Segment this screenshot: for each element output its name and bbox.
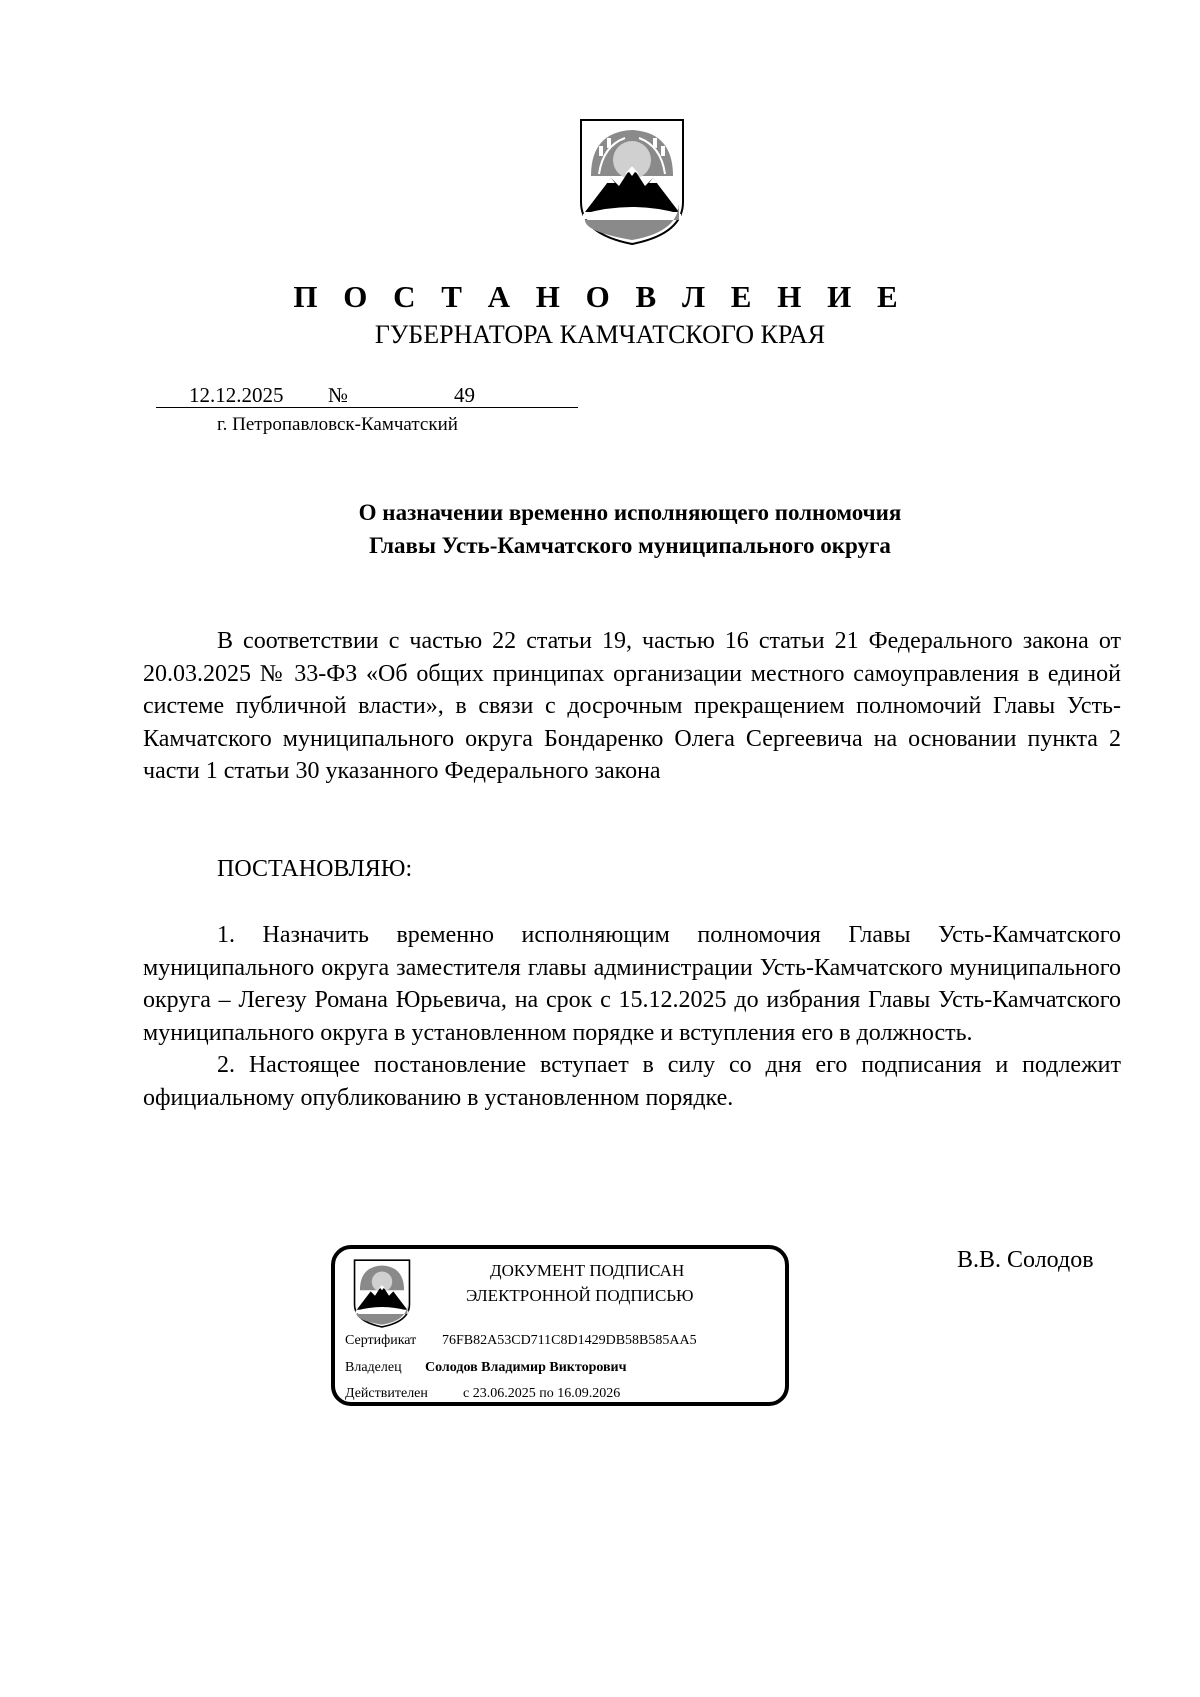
preamble-paragraph: [143, 625, 1121, 788]
stamp-title-line-2: ЭЛЕКТРОННОЙ ПОДПИСЬЮ: [466, 1286, 694, 1305]
heading-line-2: Главы Усть-Камчатского муниципального округа: [369, 533, 891, 558]
validity-label: Действителен: [345, 1386, 428, 1401]
signer-name: В.В. Солодов: [957, 1247, 1094, 1273]
document-number: 49: [454, 383, 475, 407]
certificate-label: Сертификат: [345, 1333, 417, 1348]
owner-value: Солодов Владимир Викторович: [425, 1360, 627, 1375]
date-underline: [156, 407, 578, 408]
stamp-certificate-row: [345, 1333, 697, 1349]
coat-of-arms-icon: [577, 116, 687, 246]
document-title: П О С Т А Н О В Л Е Н И Е: [293, 279, 907, 314]
certificate-value: 76FB82A53CD711C8D1429DB58B585AA5: [442, 1333, 697, 1348]
number-sign: №: [328, 383, 349, 407]
stamp-emblem-icon: [351, 1258, 413, 1328]
resolution-item-1: 1. Назначить временно исполняющим полномочия Главы Усть-Камчатского муниципального округа заместителя главы администрации Усть-Камчатского муниципального округа – Легезу Романа Юрьевича, на срок с 15.12.2025 до избрания Главы Усть-Камчатского муниципального округа в установленном порядке и вступления его в должность.: [143, 922, 1121, 1046]
resolve-text: ПОСТАНОВЛЯЮ:: [217, 856, 413, 882]
preamble-text: В соответствии с частью 22 статьи 19, частью 16 статьи 21 Федерального закона от 20.03.2025 № 33-ФЗ «Об общих принципах организации местного самоуправления в единой системе публичной власти», в связи с досрочным прекращением полномочий Главы Усть-Камчатского муниципального округа Бондаренко Олега Сергеевича на основании пункта 2 части 1 статьи 30 указанного Федерального закона: [143, 628, 1121, 784]
document-city: г. Петропавловск-Камчатский: [217, 414, 458, 435]
resolution-items: [143, 919, 1121, 1114]
resolve-paragraph: [143, 853, 1121, 886]
resolution-item-2: 2. Настоящее постановление вступает в силу со дня его подписания и подлежит официальному опубликованию в установленном порядке.: [143, 1052, 1121, 1111]
validity-value: с 23.06.2025 по 16.09.2026: [463, 1386, 621, 1401]
stamp-owner-row: [345, 1360, 627, 1376]
heading-line-1: О назначении временно исполняющего полномочия: [358, 500, 902, 525]
stamp-title-line-1: ДОКУМЕНТ ПОДПИСАН: [490, 1261, 685, 1280]
electronic-signature-stamp: [331, 1245, 789, 1406]
document-date: 12.12.2025: [189, 383, 284, 407]
owner-label: Владелец: [345, 1360, 402, 1375]
stamp-validity-row: [345, 1386, 620, 1402]
document-subtitle: ГУБЕРНАТОРА КАМЧАТСКОГО КРАЯ: [374, 320, 826, 349]
document-heading: [0, 496, 1200, 562]
